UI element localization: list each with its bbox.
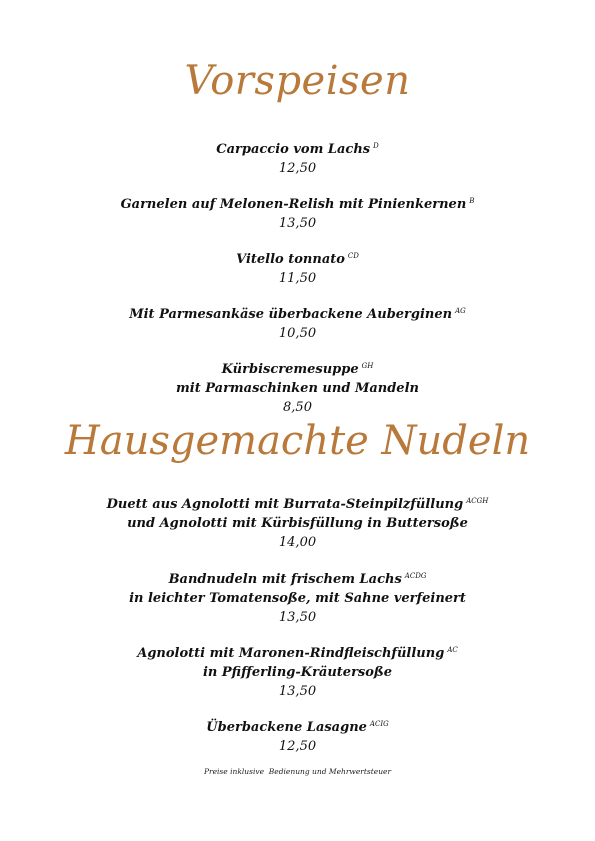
allergen-codes: ACDG	[404, 572, 427, 580]
menu-item	[0, 715, 595, 756]
item-name	[0, 492, 595, 514]
menu-item	[0, 357, 595, 417]
item-price: 12,50	[278, 161, 317, 176]
allergen-codes: AG	[455, 307, 466, 315]
menu-item	[0, 492, 595, 552]
menu-item	[0, 302, 595, 343]
menu-item	[0, 137, 595, 178]
item-name-line: Überbackene Lasagne	[206, 720, 367, 735]
item-name	[0, 137, 595, 159]
item-name	[0, 247, 595, 269]
item-name	[0, 715, 595, 737]
item-name-line: Kürbiscremesuppe	[221, 362, 359, 377]
item-price: 13,50	[278, 684, 317, 699]
item-name-line: Garnelen auf Melonen-Relish mit Pinienkernen	[120, 197, 467, 212]
item-name	[0, 192, 595, 214]
item-price: 11,50	[278, 271, 317, 286]
item-name-line: Vitello tonnato	[236, 252, 345, 267]
item-name	[0, 357, 595, 379]
item-price: 13,50	[278, 216, 317, 231]
item-name	[0, 641, 595, 663]
item-name-line: Duett aus Agnolotti mit Burrata-Steinpilzfüllung	[106, 497, 464, 512]
section-title-hausgemachte-nudeln: Hausgemachte Nudeln	[64, 418, 531, 464]
item-price: 12,50	[278, 739, 317, 754]
item-name	[0, 567, 595, 589]
item-price: 13,50	[278, 610, 317, 625]
item-name-line: und Agnolotti mit Kürbisfüllung in Buttersoße	[127, 516, 468, 531]
item-name-line: Agnolotti mit Maronen-Rindfleischfüllung	[137, 646, 445, 661]
allergen-codes: GH	[361, 362, 374, 370]
item-name-line: in leichter Tomatensoße, mit Sahne verfeinert	[129, 591, 466, 606]
item-name-line: Carpaccio vom Lachs	[216, 142, 371, 157]
allergen-codes: AC	[447, 646, 458, 654]
item-name-line: in Pfifferling-Kräutersoße	[202, 665, 393, 680]
item-name-line: Bandnudeln mit frischem Lachs	[168, 572, 402, 587]
menu-item	[0, 567, 595, 627]
item-price: 8,50	[283, 400, 312, 415]
item-price: 10,50	[278, 326, 317, 341]
item-price: 14,00	[278, 535, 317, 550]
allergen-codes: B	[469, 197, 475, 205]
section-title-vorspeisen: Vorspeisen	[184, 58, 411, 104]
allergen-codes: ACIG	[369, 720, 389, 728]
item-name-line: Mit Parmesankäse überbackene Auberginen	[129, 307, 453, 322]
menu-item	[0, 192, 595, 233]
allergen-codes: ACGH	[466, 497, 489, 505]
menu-item	[0, 641, 595, 701]
price-footnote: Preise inklusive Bedienung und Mehrwertsteuer	[203, 767, 392, 776]
menu-item	[0, 247, 595, 288]
allergen-codes: D	[373, 142, 379, 150]
allergen-codes: CD	[347, 252, 359, 260]
item-name-line: mit Parmaschinken und Mandeln	[176, 381, 419, 396]
item-name	[0, 302, 595, 324]
